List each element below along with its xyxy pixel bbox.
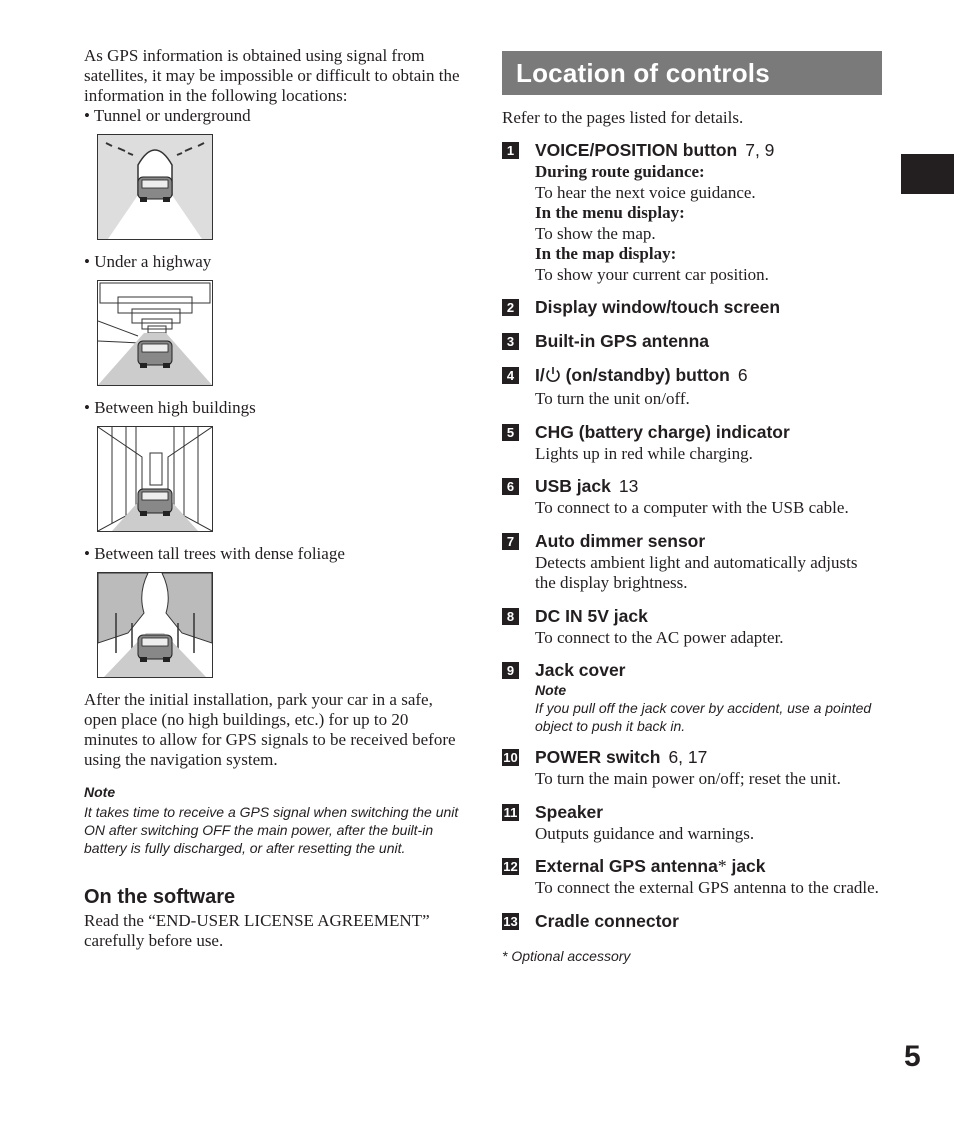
control-item	[502, 330, 882, 353]
item-title-suffix: jack	[726, 856, 766, 876]
control-item	[502, 475, 882, 519]
section-tab-marker	[901, 154, 954, 194]
item-number-badge: 8	[502, 608, 519, 625]
location-tunnel-label: • Tunnel or underground	[84, 106, 251, 125]
control-item	[502, 746, 882, 790]
left-column	[84, 46, 464, 951]
item-title: DC IN 5V jack	[535, 605, 648, 626]
item-pages: 6, 17	[668, 747, 708, 767]
trees-illustration	[97, 572, 213, 678]
item-title	[535, 475, 882, 498]
power-standby-icon	[545, 366, 561, 389]
item-description: To connect to a computer with the USB cable.	[535, 498, 849, 517]
control-item	[502, 421, 882, 465]
item-pages: 6	[737, 365, 748, 385]
item-title	[535, 139, 882, 162]
item-note-text: If you pull off the jack cover by accident, use a pointed object to push it back in.	[535, 700, 872, 734]
control-item	[502, 659, 882, 735]
control-item	[502, 605, 882, 649]
item-title: Cradle connector	[535, 910, 679, 931]
detail-label: In the menu display:	[535, 203, 685, 222]
item-title	[535, 364, 882, 389]
note-heading: Note	[84, 784, 116, 800]
location-trees-label: • Between tall trees with dense foliage	[84, 544, 345, 563]
item-number-badge: 11	[503, 804, 518, 820]
section-intro: Refer to the pages listed for details.	[502, 108, 744, 127]
item-title-text: POWER switch	[535, 747, 661, 767]
item-asterisk: *	[717, 856, 727, 876]
tunnel-illustration	[97, 134, 213, 240]
item-number-badge: 3	[502, 333, 519, 350]
detail-text: To show the map.	[535, 223, 656, 243]
software-paragraph: Read the “END-USER LICENSE AGREEMENT” carefully before use.	[84, 911, 430, 950]
location-buildings-label: • Between high buildings	[84, 398, 256, 417]
item-title-text: VOICE/POSITION button	[535, 140, 738, 160]
item-number-badge: 9	[502, 662, 519, 679]
item-title: Auto dimmer sensor	[535, 530, 706, 551]
item-number-badge: 7	[502, 533, 519, 550]
buildings-illustration	[97, 426, 213, 532]
item-description: Detects ambient light and automatically adjusts the display brightness.	[535, 552, 858, 592]
right-column	[502, 51, 882, 965]
item-description: To turn the main power on/off; reset the unit.	[535, 769, 841, 788]
item-title: Jack cover	[535, 660, 626, 680]
item-description: To connect to the AC power adapter.	[535, 627, 784, 647]
detail-label: In the map display:	[535, 244, 677, 263]
item-description: To connect the external GPS antenna to the cradle.	[535, 878, 879, 897]
location-highway-label: • Under a highway	[84, 252, 212, 271]
detail-text: To hear the next voice guidance.	[535, 182, 756, 202]
item-number-badge: 10	[503, 750, 518, 765]
control-item	[502, 801, 882, 845]
item-number-badge: 13	[503, 913, 518, 929]
item-number-badge: 2	[502, 299, 519, 316]
detail-text: To show your current car position.	[535, 264, 769, 284]
item-title-text: USB jack	[535, 476, 611, 496]
highway-illustration	[97, 280, 213, 386]
page-number: 5	[904, 1040, 921, 1073]
detail-label: During route guidance:	[535, 162, 705, 181]
item-title: CHG (battery charge) indicator	[535, 421, 790, 442]
item-title: Speaker	[535, 801, 604, 822]
item-number-badge: 4	[502, 367, 519, 384]
item-title-text: External GPS antenna	[535, 856, 718, 876]
item-number-badge: 5	[502, 424, 519, 441]
software-heading: On the software	[84, 886, 236, 908]
item-description: To turn the unit on/off.	[535, 389, 690, 408]
item-title	[535, 855, 882, 878]
control-item	[502, 364, 882, 410]
item-title: Display window/touch screen	[535, 297, 781, 317]
item-description: Outputs guidance and warnings.	[535, 823, 755, 843]
item-description: Lights up in red while charging.	[535, 443, 753, 463]
item-title-text: (on/standby) button	[560, 365, 730, 385]
control-item	[502, 855, 882, 899]
after-install-paragraph: After the initial installation, park your car in a safe, open place (no high buildings, etc.) for up to 20 minutes to allow for GPS signals to be received before using the navigation system.	[84, 690, 456, 769]
item-number-badge: 12	[503, 859, 518, 874]
item-note-heading: Note	[535, 682, 567, 698]
item-title: Built-in GPS antenna	[535, 331, 710, 351]
section-title: Location of controls	[502, 51, 882, 95]
item-number-badge: 6	[502, 478, 519, 495]
item-pages: 13	[618, 476, 639, 496]
control-item	[502, 530, 882, 594]
footnote: * Optional accessory	[502, 947, 631, 964]
control-item	[502, 910, 882, 933]
item-title	[535, 746, 882, 769]
item-pages: 7, 9	[745, 140, 775, 160]
item-title-prefix: I/	[535, 365, 545, 385]
item-number-badge: 1	[502, 142, 519, 159]
control-item	[502, 139, 882, 285]
gps-intro-paragraph: As GPS information is obtained using signal from satellites, it may be impossible or difficult to obtain the information in the following locations:	[84, 46, 460, 105]
note-text: It takes time to receive a GPS signal when switching the unit ON after switching OFF the main power, after the built-in battery is fully discharged, or after resetting the unit.	[84, 804, 459, 856]
control-item	[502, 296, 882, 319]
